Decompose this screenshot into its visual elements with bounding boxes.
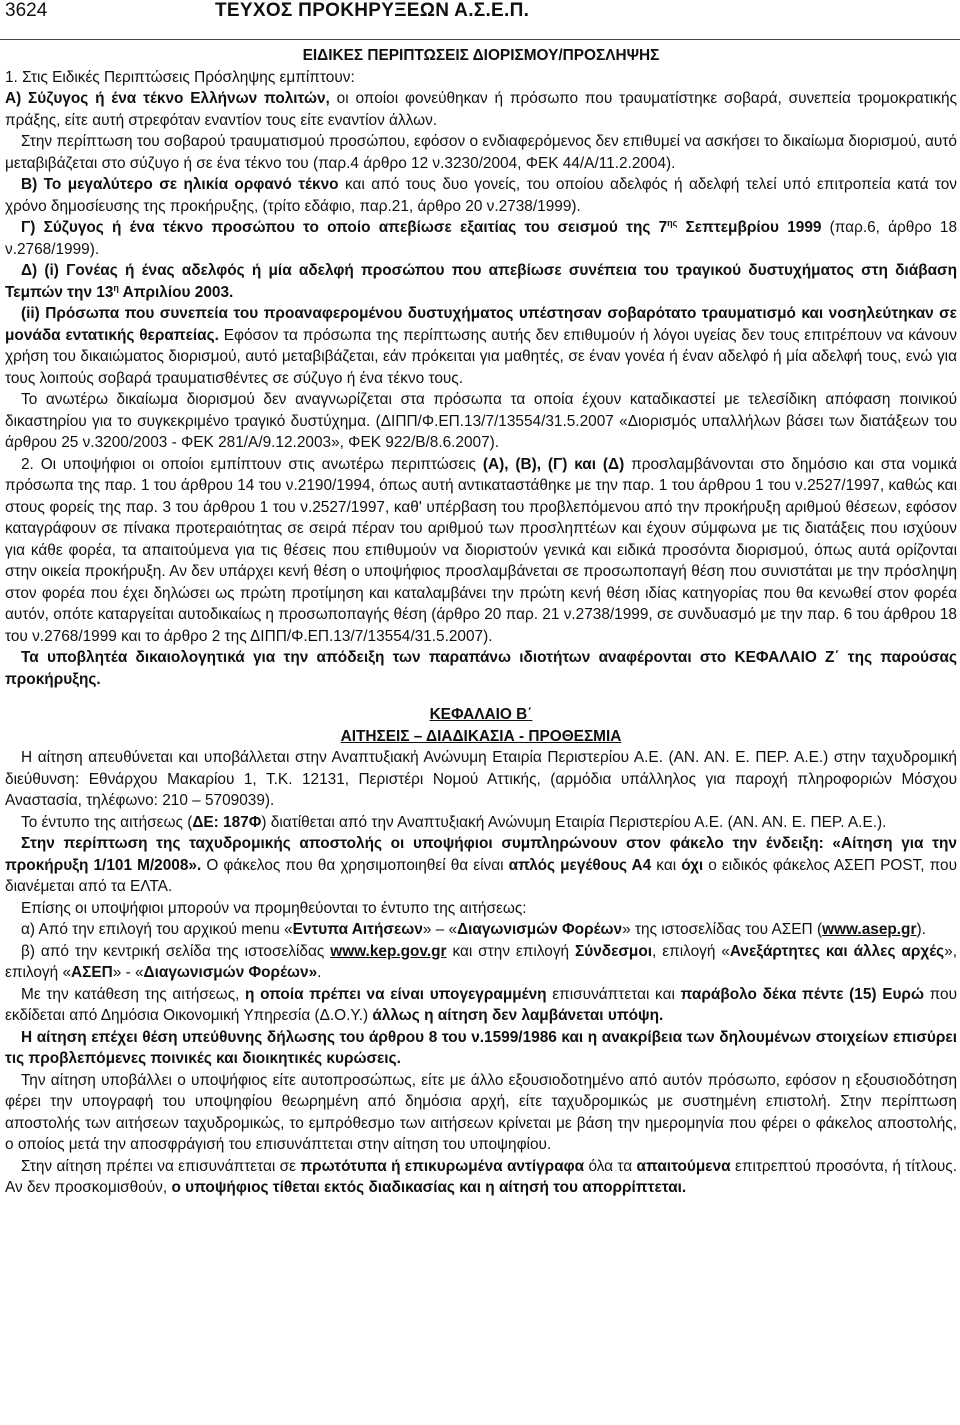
envelope-text-1: Ο φάκελος που θα χρησιμοποιηθεί θα είναι xyxy=(201,856,509,874)
case-d2-label: (ii) Πρόσωπα που συνεπεία του προαναφερομένου δυστυχήματος υπέστησαν σοβαρότατο τραυματισμό και νοσηλεύτηκαν σε μονάδα εντατικής θεραπείας. xyxy=(5,305,957,344)
case-a-text: οι οποίοι φονεύθηκαν ή πρόσωπο που τραυματίστηκε σοβαρά, συνεπεία τρομοκρατικής πράξης, είτε αυτή στρεφόταν εναντίον τους είτε εναντίον άλλων. xyxy=(5,90,957,129)
paragraph-2 xyxy=(5,454,957,648)
fee-text-1: Με την κατάθεση της αιτήσεως, xyxy=(21,985,246,1003)
option-a-text-2: » – « xyxy=(422,921,458,938)
attach-required: απαιτούμενα xyxy=(636,1157,731,1175)
fee-amount: παράβολο δέκα πέντε (15) Ευρώ xyxy=(680,985,924,1003)
chapter-para-6 xyxy=(5,941,957,984)
page-header xyxy=(5,0,957,40)
case-d-sup: η xyxy=(113,282,119,293)
case-d2-text: Εφόσον τα πρόσωπα της περίπτωσης αυτής δεν επιθυμούν ή λόγοι υγείας δεν τους επιτρέπουν να κάνουν χρήση του δικαιώματος διορισμού, αυτό μεταβιβάζεται, εάν πρόκειται για μαθητές, σε έναν γονέα ή έναν αδελφό ή μία αδελφή τους, ενώ για τους λοιπούς σοβαρά τραυματισθέντες σε σύζυγο ή ένα τέκνο τους. xyxy=(5,326,957,387)
chapter-para-3 xyxy=(5,833,957,898)
header-rule xyxy=(0,39,960,40)
envelope-text-2: και xyxy=(651,856,682,874)
case-d-2 xyxy=(5,303,957,389)
envelope-text-3: ο ειδικός φάκελος ΑΣΕΠ POST, που διανέμεται από τα ΕΛΤΑ. xyxy=(5,856,958,895)
option-b-independent: Ανεξάρτητες και άλλες αρχές xyxy=(729,942,945,960)
page-number: 3624 xyxy=(5,0,48,21)
option-b-asep: ΑΣΕΠ xyxy=(71,964,113,981)
publication-title: ΤΕΥΧΟΣ ΠΡΟΚΗΡΥΞΕΩΝ Α.Σ.Ε.Π. xyxy=(215,0,530,21)
case-c-label-part2: Σεπτεμβρίου 1999 xyxy=(677,219,822,236)
option-b-text-5: » - « xyxy=(112,964,144,981)
envelope-not: όχι xyxy=(681,856,704,874)
case-c-sup: ης xyxy=(667,217,678,228)
special-cases-heading: ΕΙΔΙΚΕΣ ΠΕΡΙΠΤΩΣΕΙΣ ΔΙΟΡΙΣΜΟΥ/ΠΡΟΣΛΗΨΗΣ xyxy=(302,47,660,64)
chapter-para-2 xyxy=(5,812,957,834)
attach-text-1: Στην αίτηση πρέπει να επισυνάπτεται σε xyxy=(21,1157,301,1175)
case-b-text: και από τους δυο γονείς, του οποίου αδελφός ή αδελφή τελεί υπό επιτροπεία κατά τον χρόνο δημοσίευσης της προκήρυξης, (τρίτο εδάφιο, παρ.21, άρθρο 20 ν.2738/1999). xyxy=(5,176,957,215)
chapter-title: ΚΕΦΑΛΑΙΟ Β΄ xyxy=(429,706,533,723)
case-d-label-part1: Δ) (i) Γονέας ή ένας αδελφός ή μία αδελφή προσώπου που απεβίωσε συνέπεια του τραγικού δυστυχήματος στη διάβαση Τεμπών την 13 xyxy=(5,262,957,301)
form-code: ΔΕ: 187Φ xyxy=(192,813,262,831)
declaration-text: Η αίτηση επέχει θέση υπεύθυνης δήλωσης του άρθρου 8 του ν.1599/1986 και η ανακρίβεια των δηλουμένων στοιχείων επισύρει τις προβλεπόμενες ποινικές και διοικητικές κυρώσεις. xyxy=(5,1028,957,1067)
fee-text-2: επισυνάπτεται και xyxy=(546,985,681,1003)
option-b-text-3: , επιλογή « xyxy=(652,942,730,960)
paragraph-2-part1: 2. Οι υποψήφιοι οι οποίοι εμπίπτουν στις ανωτέρω περιπτώσεις xyxy=(21,455,483,473)
option-b-text-1: β) από την κεντρική σελίδα της ιστοσελίδας xyxy=(21,942,331,960)
case-b-label: Β) Το μεγαλύτερο σε ηλικία ορφανό τέκνο xyxy=(21,176,339,193)
document-body xyxy=(5,45,957,1199)
envelope-size: απλός μεγέθους Α4 xyxy=(508,856,652,874)
paragraph-3 xyxy=(5,647,957,690)
chapter-para-1: Η αίτηση απευθύνεται και υποβάλλεται στην Αναπτυξιακή Ανώνυμη Εταιρία Περιστερίου Α.Ε. (ΑΝ. ΑΝ. Ε. ΠΕΡ. Α.Ε.) στην ταχυδρομική διεύθυνση: Εθνάρχου Μακαρίου 1, Τ.Κ. 12131, Περιστέρι Νομού Αττικής, (αρμόδια υπάλληλος για παροχή πληροφοριών Μόσχου Αναστασία, τηλέφωνο: 210 – 5709039). xyxy=(5,749,957,809)
attach-text-2: όλα τα xyxy=(584,1157,637,1175)
asep-link[interactable]: www.asep.gr xyxy=(822,921,917,938)
case-c-text: (παρ.6, άρθρο 18 ν.2768/1999). xyxy=(5,219,958,258)
option-b-competitions: Διαγωνισμών Φορέων» xyxy=(143,964,318,981)
form-text-1: Το έντυπο της αιτήσεως ( xyxy=(21,813,193,831)
case-c-label-part1: Γ) Σύζυγος ή ένα τέκνο προσώπου το οποίο απεβίωσε εξαιτίας του σεισμού της 7 xyxy=(21,219,668,236)
case-d-label xyxy=(5,262,957,301)
case-a-2: Στην περίπτωση του σοβαρού τραυματισμού προσώπου, εφόσον ο ενδιαφερόμενος δεν επιθυμεί να ασκήσει το δικαίωμα διορισμού, αυτό μεταβιβάζεται στο σύζυγο ή σε ένα τέκνο του (παρ.4 άρθρο 12 ν.3230/2004, ΦΕΚ 44/Α/11.2.2004). xyxy=(5,133,957,172)
paragraph-2-part2: προσλαμβάνονται στο δημόσιο και στα νομικά πρόσωπα της παρ. 1 του άρθρου 14 του ν.2190/1994, όπως αυτή αντικαταστάθηκε με την παρ. 1 του άρθρου 1 του ν.2527/1997, καθώς και στους φορείς της παρ. 3 του άρθρου 1 του ν.2527/1997, καθ' υπέρβαση του προβλεπόμενου από την προκήρυξη αριθμού θέσεων, εφόσον καταγράφουν σε πίνακα προτεραιότητας σε σειρά πέραν του αριθμού των προσληπτέων και έχουν σύμφωνα με τις διατάξεις που ισχύουν για κάθε φορέα, τα απαιτούμενα για τις θέσεις που επιθυμούν να διοριστούν γενικά και ειδικά προσόντα διορισμού, όπως αυτά ορίζονται στην οικεία προκήρυξη. Αν δεν υπάρχει κενή θέση ο υποψήφιος προσλαμβάνεται σε προσωποπαγή θέση που συνιστάται με την πρόσληψη στον φορέα που έχει δηλώσει ως πρώτη προτίμηση και καταλαμβάνει την πρώτη κενή θέση ιδίας κατηγορίας που θα κενωθεί στον φορέα αυτόν, οπότε καταργείται αυτοδικαίως η προσωποπαγής θέση (άρθρο 20 παρ. 21 ν.2738/1999, σε συνδυασμό με την παρ. 6 του άρθρου 18 του ν.2768/1999 και το άρθρο 2 της ΔΙΠΠ/Φ.ΕΠ.13/7/13554/31.5.2007). xyxy=(5,455,957,645)
case-a xyxy=(5,88,957,131)
section-gap xyxy=(5,690,957,704)
option-b-text-6: . xyxy=(317,964,322,981)
fee-text-3: που εκδίδεται από Δημόσια Οικονομική Υπηρεσία (Δ.Ο.Υ.) xyxy=(5,985,957,1024)
fee-signed: η οποία πρέπει να είναι υπογεγραμμένη xyxy=(245,985,547,1003)
option-a-text-1: α) Από την επιλογή του αρχικού menu « xyxy=(21,921,293,938)
option-a-text-4: ). xyxy=(916,921,926,938)
chapter-para-8 xyxy=(5,1027,957,1070)
chapter-para-10 xyxy=(5,1156,957,1199)
option-a-text-3: » της ιστοσελίδας του ΑΣΕΠ ( xyxy=(622,921,823,938)
fee-warning: άλλως η αίτηση δεν λαμβάνεται υπόψη. xyxy=(372,1007,664,1024)
chapter-subtitle: ΑΙΤΗΣΕΙΣ – ΔΙΑΔΙΚΑΣΙΑ - ΠΡΟΘΕΣΜΙΑ xyxy=(340,727,622,745)
attach-warning: ο υποψήφιος τίθεται εκτός διαδικασίας και η αίτησή του απορρίπτεται. xyxy=(171,1179,687,1196)
case-d-label-part2: Απριλίου 2003. xyxy=(118,283,234,301)
chapter-para-5 xyxy=(5,919,957,941)
option-b-text-2: και στην επιλογή xyxy=(446,942,576,960)
attach-originals: πρωτότυπα ή επικυρωμένα αντίγραφα xyxy=(300,1157,585,1175)
case-c xyxy=(5,217,957,260)
chapter-para-7 xyxy=(5,984,957,1027)
case-a-label: Α) Σύζυγος ή ένα τέκνο Ελλήνων πολιτών, xyxy=(5,90,330,107)
case-c-label xyxy=(21,219,821,236)
kep-link[interactable]: www.kep.gov.gr xyxy=(330,942,447,960)
paragraph-3-bold: Τα υποβλητέα δικαιολογητικά για την απόδειξη των παραπάνω ιδιοτήτων αναφέρονται στο ΚΕΦΑΛΑΙΟ Ζ΄ της παρούσας προκήρυξης. xyxy=(5,649,957,688)
option-a-menu-1: Εντυπα Αιτήσεων xyxy=(292,921,423,938)
option-a-menu-2: Διαγωνισμών Φορέων xyxy=(457,921,623,938)
chapter-para-9: Την αίτηση υποβάλλει ο υποψήφιος είτε αυτοπροσώπως, είτε με άλλο εξουσιοδοτημένο από αυτόν πρόσωπο, εφόσον η εξουσιοδότηση φέρει την υπογραφή του υποψηφίου θεωρημένη από δημόσια αρχή, είτε ταχυδρομικώς με συστημένη επιστολή. Στην περίπτωση αποστολής των αιτήσεων ταχυδρομικώς, το εμπρόθεσμο των αιτήσεων κρίνεται με βάση την ημερομηνία που φέρει ο φάκελος αποστολής, ο οποίος μετά την αποσφράγισή του επισυνάπτεται στην αίτηση του υποψηφίου. xyxy=(5,1071,957,1153)
form-text-2: ) διατίθεται από την Αναπτυξιακή Ανώνυμη Εταιρία Περιστερίου Α.Ε. (ΑΝ. ΑΝ. Ε. ΠΕΡ. Α.Ε.). xyxy=(261,813,887,831)
chapter-para-4: Επίσης οι υποψήφιοι μπορούν να προμηθεύονται το έντυπο της αιτήσεως: xyxy=(21,899,527,917)
paragraph-1: 1. Στις Ειδικές Περιπτώσεις Πρόσληψης εμπίπτουν: xyxy=(5,68,355,86)
paragraph-2-cases: (Α), (Β), (Γ) και (Δ) xyxy=(482,455,625,473)
case-d-3: Το ανωτέρω δικαίωμα διορισμού δεν αναγνωρίζεται στα πρόσωπα τα οποία έχουν καταδικαστεί με τελεσίδικη απόφαση ποινικού δικαστηρίου για το συγκεκριμένο τραγικό δυστύχημα. (ΔΙΠΠ/Φ.ΕΠ.13/7/13554/31.5.2007 «Διορισμός υπαλλήλων βάσει των διατάξεων του άρθρου 25 ν.3200/2003 - ΦΕΚ 281/Α/9.12.2003», ΦΕΚ 922/Β/8.6.2007). xyxy=(5,391,957,451)
option-b-text-4: », επιλογή « xyxy=(5,942,958,981)
option-b-links: Σύνδεσμοι xyxy=(575,942,653,960)
case-d-1 xyxy=(5,260,957,303)
postal-instruction: Στην περίπτωση της ταχυδρομικής αποστολής οι υποψήφιοι συμπληρώνουν στον φάκελο την ένδειξη: «Αίτηση για την προκήρυξη 1/101 Μ/2008». xyxy=(5,835,957,874)
attach-text-3: επιτρεπτού προσόντα, ή τίτλους. Αν δεν προσκομισθούν, xyxy=(5,1157,958,1196)
case-b xyxy=(5,174,957,217)
